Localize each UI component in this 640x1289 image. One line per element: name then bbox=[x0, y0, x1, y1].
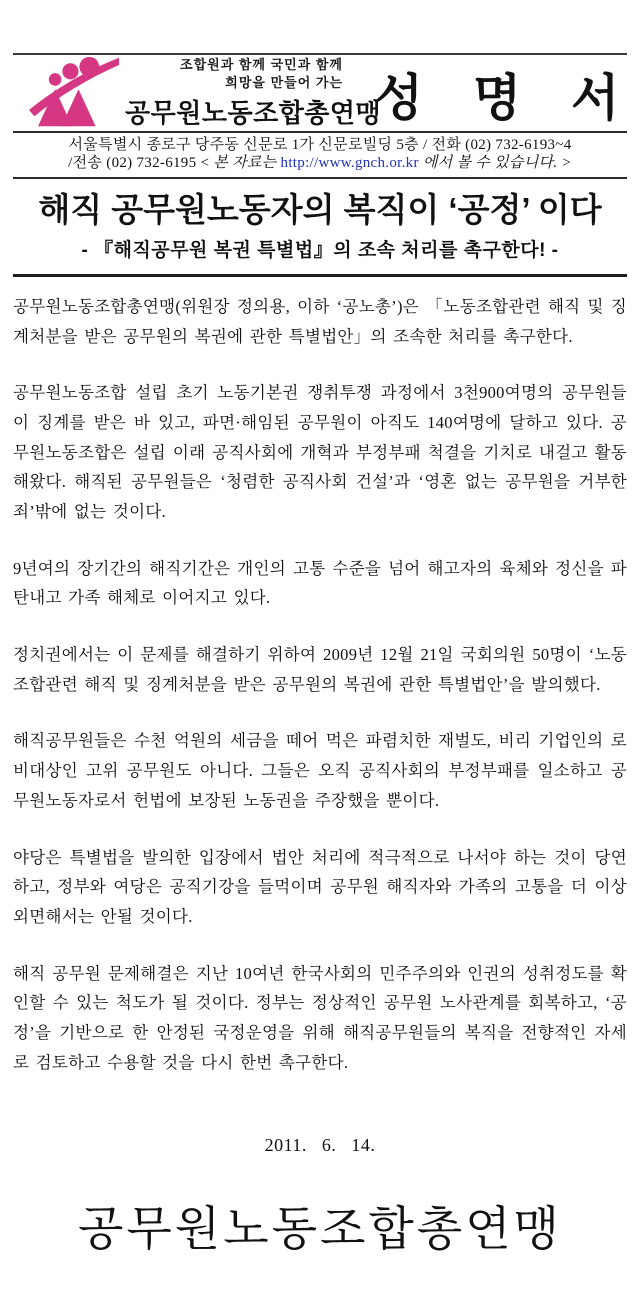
statement-paragraph: 정치권에서는 이 문제를 해결하기 위하여 2009년 12월 21일 국회의원 50명이 ‘노동조합관련 해직 및 징계처분을 받은 공무원의 복권에 관한 특별법안’을 발의했다. bbox=[13, 645, 627, 694]
letterhead bbox=[13, 53, 627, 133]
contact-strip bbox=[13, 133, 627, 179]
union-logo-icon bbox=[23, 56, 125, 128]
contact-source-suffix: 에서 볼 수 있습니다. > bbox=[418, 155, 572, 172]
contact-source-note: 본 자료는 bbox=[213, 155, 281, 172]
statement-paragraph: 공무원노동조합 설립 초기 노동기본권 쟁취투쟁 과정에서 3천900여명의 공무원들이 징계를 받은 바 있고, 파면·해임된 공무원이 아직도 140여명에 달하고 있다. 공무원노동조합은 설립 이래 공직사회에 개혁과 부정부패 척결을 기치로 내걸고 활동해왔다. 해직된 공무원들은 ‘청렴한 공직사회 건설’과 ‘영혼 없는 공무원을 거부한 죄’밖에 없는 것이다. bbox=[13, 383, 627, 522]
contact-address-line: 서울특별시 종로구 당주동 신문로 1가 신문로빌딩 5층 / 전화 (02) 732-6193~4 bbox=[68, 137, 572, 153]
statement-body bbox=[13, 277, 627, 1077]
statement-paragraph: 공무원노동조합총연맹(위원장 정의용, 이하 ‘공노총’)은 「노동조합관련 해직 및 징계처분을 받은 공무원의 복권에 관한 특별법안」의 조속한 처리를 촉구한다. bbox=[13, 296, 627, 346]
website-link[interactable]: http://www.gnch.or.kr bbox=[280, 155, 419, 172]
headline-block bbox=[13, 179, 627, 277]
statement-subtitle: - 『해직공무원 복권 특별법』의 조속 처리를 촉구한다! - bbox=[81, 239, 559, 261]
org-identity bbox=[125, 54, 382, 129]
org-name: 공무원노동조합총연맹 bbox=[125, 97, 382, 128]
statement-paragraph: 야당은 특별법을 발의한 입장에서 법안 처리에 적극적으로 나서야 하는 것이 당연하고, 정부와 여당은 공직기강을 들먹이며 공무원 해직자와 가족의 고통을 더 이상 외면해서는 안될 것이다. bbox=[13, 847, 627, 926]
statement-date: 2011. 6. 14. bbox=[264, 1135, 376, 1156]
org-tagline-1: 조합원과 함께 국민과 함께 bbox=[180, 57, 343, 73]
statement-paragraph: 해직 공무원 문제해결은 지난 10여년 한국사회의 민주주의와 인권의 성취정도를 확인할 수 있는 척도가 될 것이다. 정부는 정상적인 공무원 노사관계를 회복하고, ‘공정’을 기반으로 한 안정된 국정운영을 위해 해직공무원들의 복직을 전향적인 자세로 검토하고 수용할 것을 다시 한번 촉구한다. bbox=[13, 963, 627, 1072]
statement-paragraph: 9년여의 장기간의 해직기간은 개인의 고통 수준을 넘어 해고자의 육체와 정신을 파탄내고 가족 해체로 이어지고 있다. bbox=[13, 558, 627, 608]
signature-org-name: 공무원노동조합총연맹 bbox=[77, 1204, 563, 1257]
document-type-title: 성 명 서 bbox=[374, 70, 620, 126]
statement-title: 해직 공무원노동자의 복직이 ‘공정’ 이다 bbox=[38, 190, 602, 228]
contact-fax-line bbox=[13, 154, 627, 172]
contact-fax-prefix: /전송 (02) 732-6195 < bbox=[68, 155, 214, 172]
statement-paragraph: 해직공무원들은 수천 억원의 세금을 떼어 먹은 파렴치한 재벌도, 비리 기업인의 로비대상인 고위 공무원도 아니다. 그들은 오직 공직사회의 부정부패를 일소하고 공무원노동자로서 헌법에 보장된 노동권을 주장했을 뿐이다. bbox=[13, 731, 627, 810]
org-tagline-2: 희망을 만들어 가는 bbox=[225, 75, 343, 90]
